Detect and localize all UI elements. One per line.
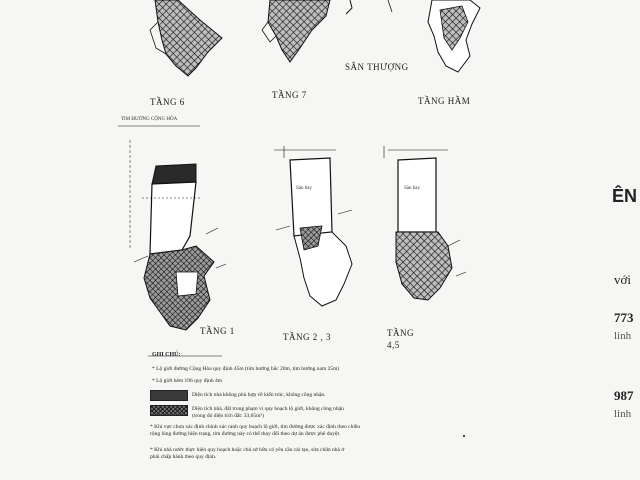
legend1-text: Diện tích nhà không phù hợp về kiến trúc, không công nhận. <box>192 392 326 398</box>
plan-tang1 <box>118 126 226 330</box>
plan-san-thuong <box>346 0 392 14</box>
legend-hatch-swatch <box>150 405 188 416</box>
right-fragment-num1: 773 <box>614 310 634 325</box>
legend2-text-b: (trong đó diện tích đất: 33,65m²) <box>192 413 264 419</box>
right-fragment-voi: với <box>614 272 631 287</box>
note-line2: * Lộ giới hẻm 196 quy định 4m <box>152 378 222 384</box>
plan-tang45 <box>384 146 466 300</box>
label-tang7: TẦNG 7 <box>272 90 307 100</box>
plan-tang7 <box>262 0 330 62</box>
label-tang45-a: TẦNG <box>387 328 414 338</box>
note-line1: * Lộ giới đường Cộng Hòa quy định 45m (tim hướng bắc 20m, tim hướng nam 25m) <box>152 366 340 372</box>
san-bay-label-23: Sàn bay <box>296 186 312 191</box>
note-line3-b: rộng lòng đường hiện trạng, tim đường này có thể thay đổi theo dự án được phê duyệt. <box>150 431 341 437</box>
label-tang23: TẦNG 2 , 3 <box>283 332 331 342</box>
note-line3-a: * Khi vực chưa xác định chính xác ranh quy hoạch lộ giới, tim đường được xác định theo chiều <box>150 424 361 430</box>
right-fragment-word1: linh <box>614 330 632 342</box>
plan-tang6 <box>150 0 222 76</box>
plan-tang23 <box>274 146 352 306</box>
label-tang6: TẦNG 6 <box>150 97 185 107</box>
street-label: TIM ĐƯỜNG CỘNG HÒA <box>121 117 178 122</box>
plan-tang-ham <box>428 0 480 72</box>
label-tang1: TẦNG 1 <box>200 326 235 336</box>
right-fragment-word2: linh <box>614 408 632 420</box>
legend-dark-swatch <box>150 390 188 401</box>
right-fragment-en: ÊN <box>612 186 638 206</box>
notes-title: GHI CHÚ: <box>152 352 181 358</box>
label-tang45-b: 4,5 <box>387 340 400 350</box>
san-bay-label-45: Sàn bay <box>404 186 420 191</box>
note-line4-a: * Khi nhà nước thực hiện quy hoạch hoặc chủ sở hữu có yêu cầu cải tạo, sửa chữa nhà ở <box>150 447 345 453</box>
right-fragment-num2: 987 <box>614 388 634 403</box>
note-line4-b: phải chấp hành theo quy định. <box>150 454 217 460</box>
label-tang-ham: TẦNG HẦM <box>418 96 471 106</box>
label-san-thuong: SÂN THƯỢNG <box>345 62 409 72</box>
legend2-text-a: Diện tích nhà, đất trong phạm vi quy hoạch lộ giới, không công nhận <box>192 406 344 412</box>
